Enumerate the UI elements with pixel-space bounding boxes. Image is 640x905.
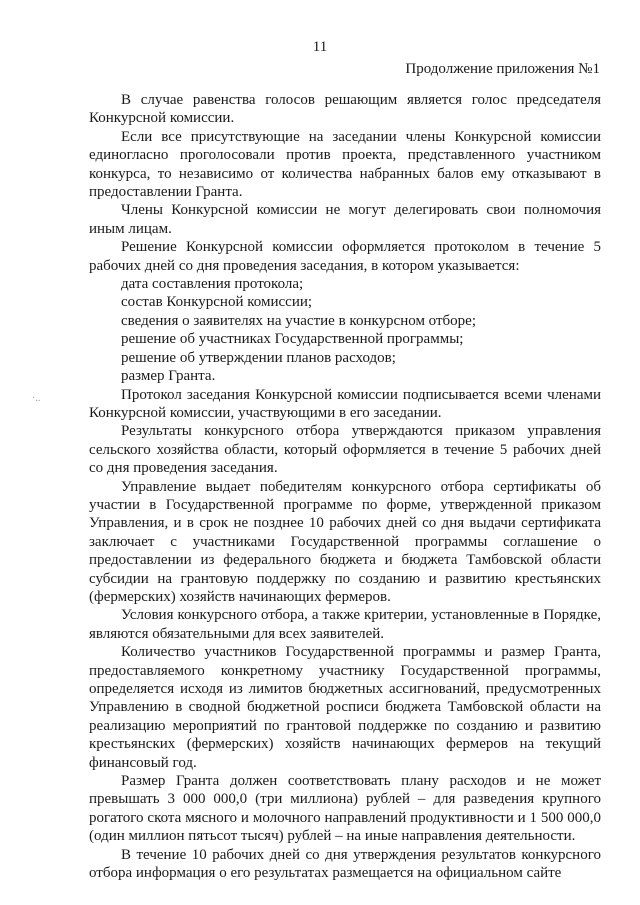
paragraph-publication: В течение 10 рабочих дней со дня утверждения результатов конкурсного отбора информация о его результатах размещается на официальном сайте xyxy=(89,846,601,882)
paragraph-mandatory-conditions: Условия конкурсного отбора, а также критерии, установленные в Порядке, являются обязательными для всех заявителей. xyxy=(89,607,601,642)
paragraph-unanimous-against: Если все присутствующие на заседании члены Конкурсной комиссии единогласно проголосовали против проекта, представленного участником конкурса, то независимо от количества набранных балов ему отказывают в предоставлении Гранта. xyxy=(89,128,601,201)
margin-mark: ·.. xyxy=(32,393,41,404)
list-item: состав Конкурсной комиссии; xyxy=(121,294,313,311)
list-item: размер Гранта. xyxy=(121,368,216,385)
list-item: дата составления протокола; xyxy=(121,276,304,293)
paragraph-grant-limit: Размер Гранта должен соответствовать плану расходов и не может превышать 3 000 000,0 (три миллиона) рублей – для разведения крупного рогатого скота мясного и молочного направлений продуктивности и 1 500 000,0 (один миллион пятьсот тысяч) рублей – на иные направления деятельности. xyxy=(89,773,601,845)
page-number: 11 xyxy=(312,39,328,55)
paragraph-protocol-decision: Решение Конкурсной комиссии оформляется протоколом в течение 5 рабочих дней со дня проведения заседания, в котором указывается: xyxy=(89,239,601,274)
list-item: решение об участниках Государственной программы; xyxy=(121,331,464,348)
paragraph-no-delegation: Члены Конкурсной комиссии не могут делегировать свои полномочия иным лицам. xyxy=(89,202,601,237)
document-body xyxy=(89,91,601,882)
list-item: сведения о заявителях на участие в конкурсном отборе; xyxy=(121,312,476,329)
paragraph-tie-vote: В случае равенства голосов решающим является голос председателя Конкурсной комиссии. xyxy=(89,92,601,127)
paragraph-results-approval: Результаты конкурсного отбора утверждаются приказом управления сельского хозяйства области, который оформляется в течение 5 рабочих дней со дня проведения заседания. xyxy=(89,423,601,477)
paragraph-protocol-signing: Протокол заседания Конкурсной комиссии подписывается всеми членами Конкурсной комиссии, участвующими в его заседании. xyxy=(89,386,601,421)
paragraph-participant-count: Количество участников Государственной программы и размер Гранта, предоставляемого конкретному участнику Государственной программы, определяется исходя из лимитов бюджетных ассигнований, предусмотренных Управлению в сводной бюджетной росписи бюджета Тамбовской области на реализацию мероприятий по грантовой поддержке по созданию и развитию крестьянских (фермерских) хозяйств начинающих фермеров на текущий финансовый год. xyxy=(89,644,601,771)
appendix-continuation-note: Продолжение приложения №1 xyxy=(405,61,600,77)
list-item: решение об утверждении планов расходов; xyxy=(121,349,396,366)
paragraph-certificates: Управление выдает победителям конкурсного отбора сертификаты об участии в Государственной программе по форме, утвержденной приказом Управления, и в срок не позднее 10 рабочих дней со дня выдачи сертификата заключает с участниками Государственной программы соглашение о предоставлении из федерального бюджета и бюджета Тамбовской области субсидии на грантовую поддержку по созданию и развитию крестьянских (фермерских) хозяйств начинающих фермеров. xyxy=(89,478,601,605)
